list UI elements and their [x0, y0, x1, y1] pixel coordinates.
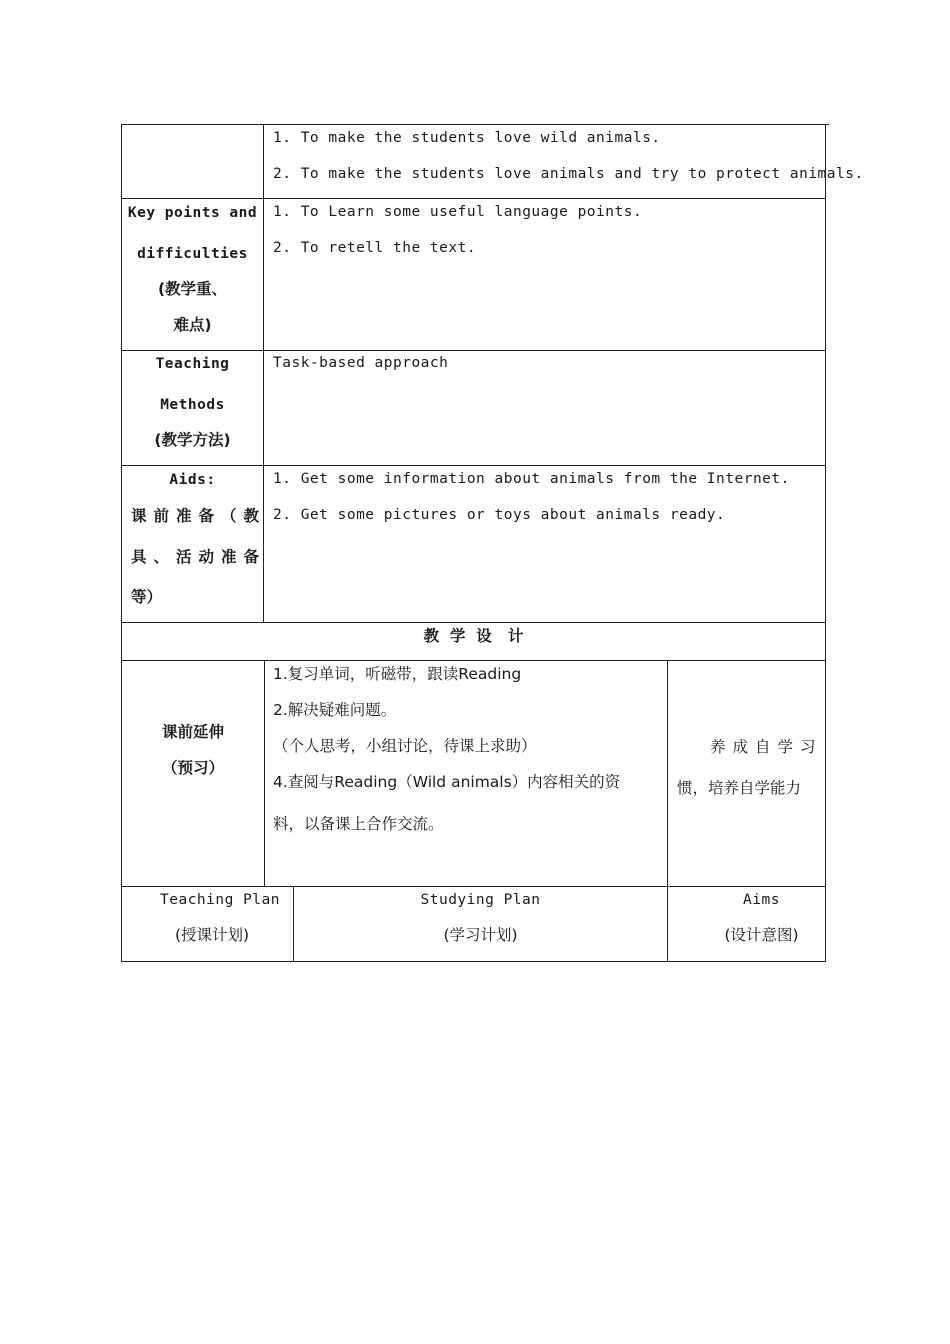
methods-label-line: Teaching — [155, 356, 230, 372]
table-border-top-stub — [825, 124, 829, 125]
studying-plan-header: Studying Plan — [420, 892, 541, 908]
table-border-bottom — [121, 961, 826, 962]
preview-label-line: 课前延伸 — [161, 723, 224, 741]
row-divider — [121, 886, 826, 887]
preview-content-line: （个人思考，小组讨论，待课上求助） — [273, 737, 537, 755]
key-points-label-line: Key points and — [127, 205, 258, 221]
preview-content-line: 料，以备课上合作交流。 — [273, 815, 444, 833]
aims-header-cn: (设计意图) — [724, 926, 799, 944]
key-point-item-1: 1. To Learn some useful language points. — [273, 204, 643, 220]
methods-label — [122, 351, 263, 465]
column-divider — [264, 660, 265, 886]
preview-content-line: 2.解决疑难问题。 — [273, 701, 397, 719]
preview-content-line: 1.复习单词，听磁带，跟读Reading — [273, 665, 522, 683]
column-divider — [667, 660, 668, 961]
table-border-right — [825, 124, 826, 962]
aids-label-line: 具、活动准备 — [131, 548, 267, 566]
aims-header: Aims — [743, 892, 780, 908]
aids-label-line: 等） — [131, 588, 163, 606]
methods-value: Task-based approach — [273, 355, 449, 371]
teaching-plan-header-cn: (授课计划) — [174, 926, 250, 944]
preview-aim-line: 惯，培养自学能力 — [677, 779, 802, 797]
preview-aim-line: 养成自学习 — [710, 738, 823, 756]
preview-label-line: （预习） — [161, 759, 224, 777]
design-header: 教 学 设 计 — [423, 627, 524, 645]
key-points-label-line: (教学重、 — [157, 280, 228, 298]
methods-label-line: (教学方法) — [154, 431, 231, 449]
key-points-label-line: difficulties — [137, 246, 248, 262]
key-point-item-2: 2. To retell the text. — [273, 240, 477, 256]
preview-label — [122, 661, 264, 886]
aids-label-line: Aids: — [169, 472, 216, 488]
methods-label-line: Methods — [160, 397, 225, 413]
aids-label-line: 课前准备（教 — [131, 507, 267, 525]
studying-plan-header-cn: (学习计划) — [443, 926, 518, 944]
preview-content-line: 4.查阅与Reading（Wild animals）内容相关的资 — [273, 773, 621, 791]
teaching-plan-header: Teaching Plan — [160, 892, 280, 908]
row-divider — [121, 622, 826, 623]
key-points-label-line: 难点) — [173, 316, 212, 334]
table-border-top — [121, 124, 826, 125]
aids-item-2: 2. Get some pictures or toys about animals ready. — [273, 507, 726, 523]
aids-label — [122, 466, 267, 622]
objective-item-1: 1. To make the students love wild animals. — [273, 130, 661, 146]
key-points-label — [122, 199, 263, 350]
aids-item-1: 1. Get some information about animals from the Internet. — [273, 471, 790, 487]
objective-item-2: 2. To make the students love animals and try to protect animals. — [273, 166, 864, 182]
